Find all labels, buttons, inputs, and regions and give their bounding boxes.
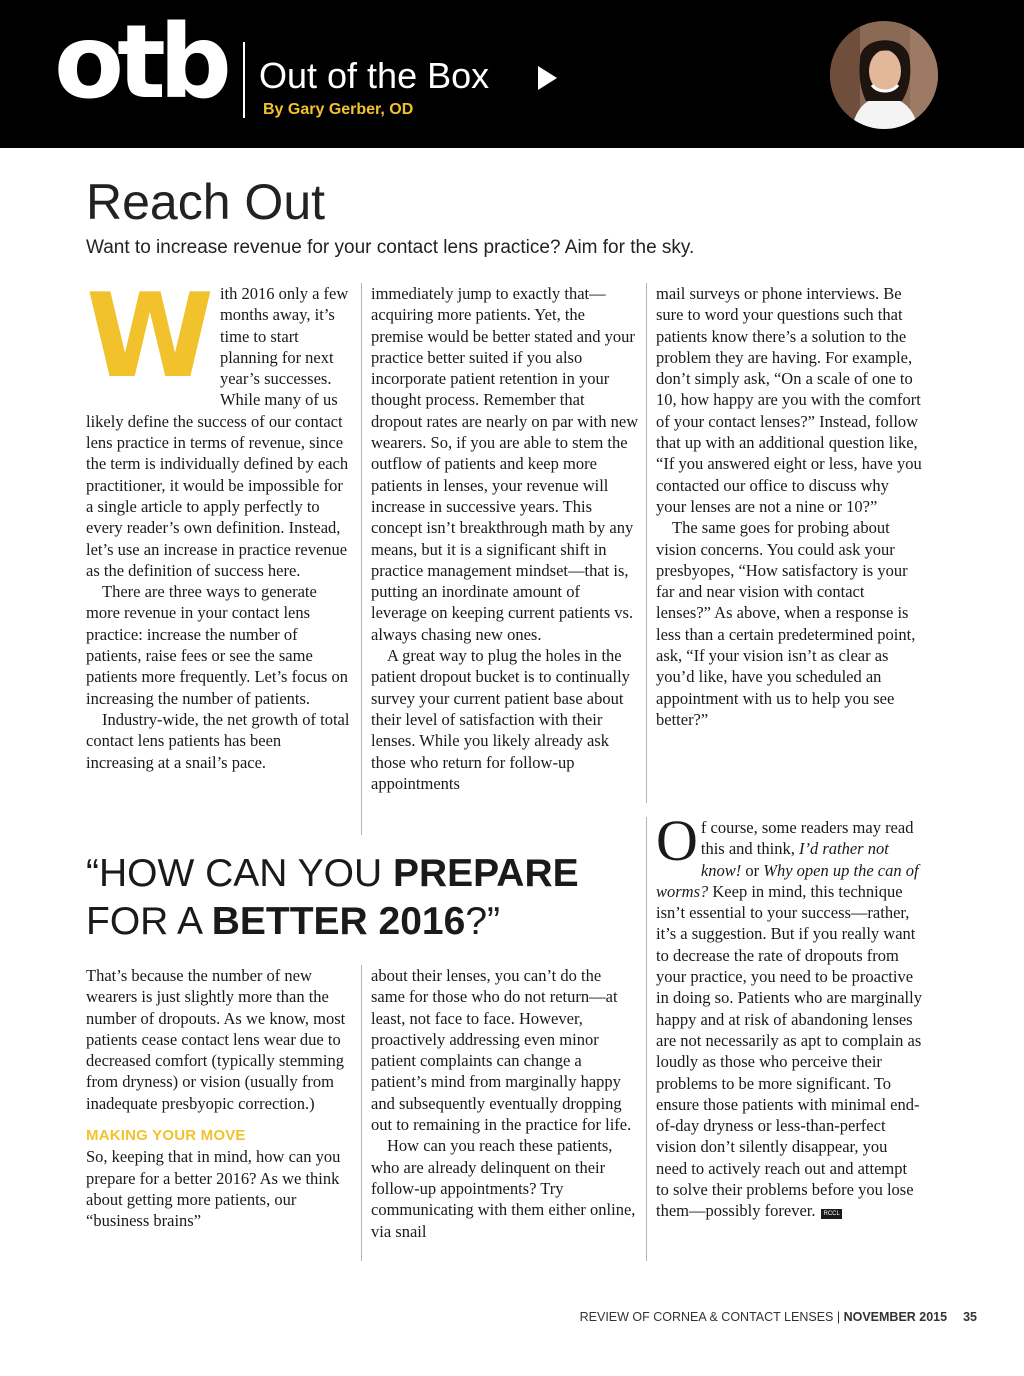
column-divider bbox=[646, 283, 647, 803]
drop-cap-o: O bbox=[656, 808, 698, 873]
column-3-bottom bbox=[656, 808, 922, 1222]
paragraph: How can you reach these patients, who are already delinquent on their follow-up appointments? Try communicating with them either online, via snail bbox=[371, 1136, 636, 1241]
paragraph: That’s because the number of new wearers is just slightly more than the number of dropouts. As we know, most patients cease contact lens wear due to decreased comfort (typically stemming from dryness) or vision (usually from inadequate presbyopic correction.) bbox=[86, 966, 346, 1113]
column-2-bottom bbox=[371, 965, 639, 1242]
section-subhead: MAKING YOUR MOVE bbox=[86, 1127, 246, 1145]
article-title: Reach Out bbox=[86, 174, 326, 230]
article-dek: Want to increase revenue for your contact lens practice? Aim for the sky. bbox=[86, 237, 695, 258]
column-3-top bbox=[656, 283, 922, 730]
column-name: Out of the Box bbox=[259, 55, 490, 96]
masthead bbox=[0, 0, 1024, 148]
pull-quote-text: “HOW CAN YOU bbox=[86, 852, 393, 895]
paragraph-text: f course, some readers may read this and think, bbox=[700, 818, 914, 859]
paragraph: immediately jump to exactly that—acquiring more patients. Yet, the premise would be better stated and your practice better suited if you also incorporate patient retention in your thought process. Remember that dropout rates are nearly on par with new wearers. So, if you are able to stem the outflow of patients and keep more patients in lenses, your revenue will increase in successive years. This concept isn’t breakthrough math by any means, but it is a significant shift in practice management mindset—that is, putting an inordinate amount of leverage on keeping current patients vs. always chasing new ones. bbox=[371, 284, 639, 644]
column-2-top bbox=[371, 283, 639, 794]
paragraph: A great way to plug the holes in the patient dropout bucket is to continually survey your current patient base about their level of satisfaction with their lenses. While you likely already ask those who return for follow-up appointments bbox=[371, 646, 630, 793]
page-footer bbox=[580, 1310, 977, 1324]
publication-name: REVIEW OF CORNEA & CONTACT LENSES bbox=[579, 1310, 834, 1324]
column-divider bbox=[646, 817, 647, 1261]
paragraph: ith 2016 only a few months away, it’s time to start planning for next year’s successes. While many of us likely define the success of our contact lens practice in terms of revenue, since the term is individually defined by each practitioner, it would be impossible for a single article to apply perfectly to every reader’s own definition. Instead, let’s use an increase in practice revenue as the definition of success here. bbox=[86, 284, 349, 580]
pull-quote-text: FOR A bbox=[86, 900, 212, 943]
paragraph bbox=[656, 808, 922, 1222]
pull-quote-text: ?” bbox=[465, 900, 500, 943]
footer-separator: | bbox=[833, 1310, 844, 1324]
pull-quote-bold: BETTER 2016 bbox=[211, 900, 466, 943]
paragraph: Industry-wide, the net growth of total contact lens patients has been increasing at a snail’s pace. bbox=[86, 709, 350, 772]
pull-quote bbox=[86, 850, 626, 946]
paragraph: The same goes for probing about vision concerns. You could ask your presbyopes, “How satisfactory is your far and near vision with contact lenses?” As above, when a response is less than a certain predetermined point, ask, “If your vision isn’t as clear as you’d like, have you scheduled an appointment with us to help you see better?” bbox=[656, 518, 916, 729]
masthead-divider bbox=[243, 42, 245, 118]
paragraph-text: Keep in mind, this technique isn’t essential to your success—rather, it’s a suggestion. But if you really want to decrease the rate of dropouts from your practice, you need to be proactive in doing so. Patients who are marginally happy and at risk of abandoning lenses are not necessarily as apt to complain as loudly as those who perceive their problems to be more significant. To ensure those patients with minimal end-of-day dryness or less-than-perfect vision don’t silently disappear, you need to actively reach out and attempt to solve their problems before you lose them—possibly forever. bbox=[656, 881, 922, 1221]
column-divider bbox=[361, 283, 362, 835]
author-photo bbox=[830, 21, 938, 129]
otb-logo: otb bbox=[54, 3, 225, 122]
paragraph: about their lenses, you can’t do the same for those who do not return—at least, not face to face. However, proactively addressing even minor patient complaints can change a patient’s mind from marginally happy and subsequently eventually dropping out to remaining in the practice for life. bbox=[371, 966, 632, 1135]
drop-cap-w: W bbox=[86, 269, 214, 404]
paragraph: mail surveys or phone interviews. Be sure to word your questions such that patients know there’s a solution to the problem they are having. For example, don’t simply ask, “On a scale of one to 10, how happy are you with the comfort of your contact lenses?” Instead, follow that up with an additional question like, “If you answered eight or less, have you contacted our office to discuss why your lenses are not a nine or 10?” bbox=[656, 284, 922, 516]
end-mark-badge: RCCL bbox=[823, 1211, 840, 1218]
paragraph: There are three ways to generate more revenue in your contact lens practice: increase the number of patients, raise fees or see the same patients more frequently. Let’s focus on increasing the number of patients. bbox=[86, 582, 348, 708]
issue-date: NOVEMBER 2015 bbox=[843, 1310, 948, 1324]
column-1-bottom bbox=[86, 965, 352, 1232]
paragraph-text: or bbox=[741, 860, 764, 880]
pull-quote-bold: PREPARE bbox=[392, 852, 579, 895]
column-divider bbox=[361, 965, 362, 1261]
italic-text: I’d rather not know! bbox=[700, 839, 889, 880]
paragraph: So, keeping that in mind, how can you prepare for a better 2016? As we think about getting more patients, our “business brains” bbox=[86, 1147, 341, 1231]
page-number: 35 bbox=[963, 1310, 977, 1324]
italic-text: Why open up the can of worms? bbox=[656, 860, 919, 901]
byline: By Gary Gerber, OD bbox=[263, 101, 414, 118]
play-arrow-icon bbox=[538, 66, 557, 90]
column-1-top bbox=[86, 269, 352, 773]
